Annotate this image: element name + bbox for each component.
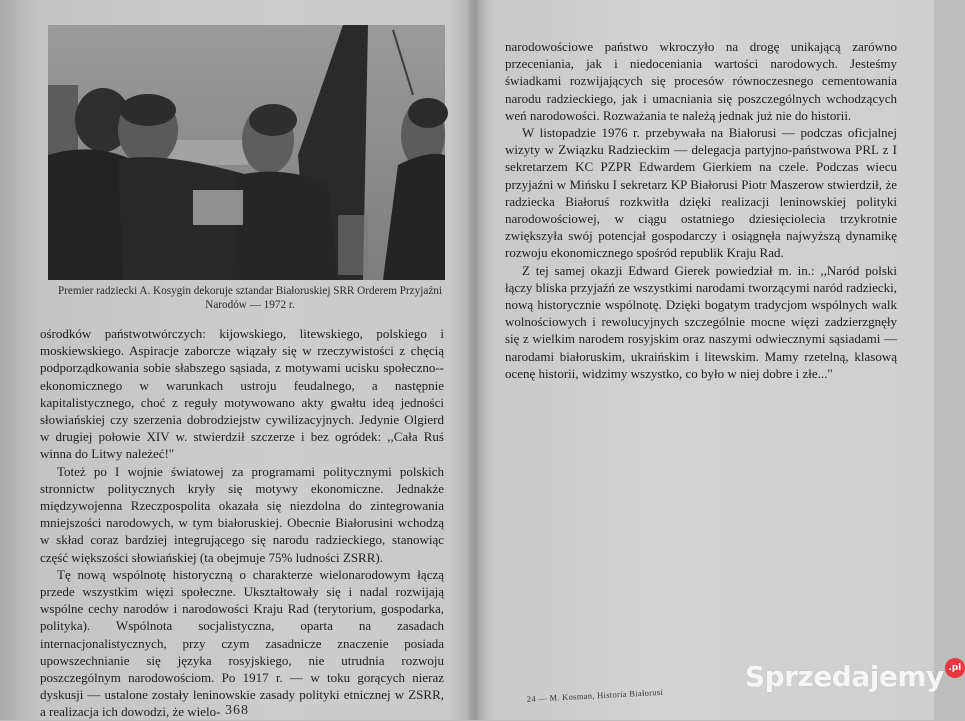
left-page-body (40, 325, 444, 721)
paragraph: W listopadzie 1976 r. przebywała na Białorusi — podczas oficjalnej wizyty w Związku Radzieckim — delegacja partyjno-państwowa PRL z I sekretarzem KC PZPR Edwardem Gierkiem na czele. Podczas wiecu przyjaźni w Mińsku I sekretarz KP Białorusi Piotr Maszerow stwierdził, że radziecka Białoruś rozkwitła dzięki realizacji leninowskiej polityki narodowościowej, w ciągu ostatniego dziesięciolecia trzykrotnie zwiększyła swój potencjał gospodarczy i osiągnęła najwyższą dynamikę rozwoju ekonomicznego spośród republik Kraju Rad. (505, 125, 897, 261)
photo-image-icon (48, 25, 445, 280)
printer-signature: 24 — M. Kosman, Historia Białorusi (526, 686, 664, 704)
paragraph: ośrodków państwotwórczych: kijowskiego, litewskiego, polskiego i moskiewskiego. Aspiracje zaborcze wiązały się w rzeczywistości z chęcią podporządkowania sobie słabszego sąsiada, z motywami ucisku społeczno--ekonomicznego w warunkach ustroju feudalnego, a następnie kapitalistycznego, choć z reguły motywowano akty gwałtu ideą jedności słowiańskiej czy szerzenia dobrodziejstw cywilizacyjnych. Jedynie Olgierd w drugiej połowie XIV w. stwierdził szczerze i bez ogródek: ,,Cała Ruś winna do Litwy należeć!" (40, 326, 444, 462)
watermark-text: Sprzedajemy (745, 660, 944, 693)
paragraph: narodowościowe państwo wkroczyło na drogę unikającą zarówno przeceniania, jak i niedoceniania wartości narodowych. Jesteśmy świadkami rozwijających się procesów równoczesnego cementowania narodu radzieckiego, jak i umacniania się poszczególnych wchodzących weń narodowości. Rozważania te należą jednak już nie do historii. (505, 39, 897, 123)
right-page-body (505, 38, 897, 382)
paragraph: Toteż po I wojnie światowej za programami politycznymi polskich stronnictw politycznych kryły się motywy ekonomiczne. Jednakże międzywojenna Rzeczpospolita okazała się niezdolna do zintegrowania mniejszości narodowych, w tym białoruskiej. Obecnie Białorusini wchodzą w skład coraz bardziej integrującego się narodu radzieckiego, stanowiąc część większości słowiańskiej (ta obejmuje 75% ludności ZSRR). (40, 463, 444, 565)
photo-caption: Premier radziecki A. Kosygin dekoruje sztandar Białoruskiej SRR Orderem Przyjaźni Narodów — 1972 r. (57, 285, 442, 311)
paragraph: Tę nową wspólnotę historyczną o charakterze wielonarodowym łączą przede wszystkim więzi społeczne. Ukształtowały się i nadal rozwijają wspólne cechy narodów i narodowości Kraju Rad (terytorium, gospodarka, polityka). Wspólnota socjalistyczna, oparta na zasadach internacjonalistycznych, przy czym zasadnicze znaczenie posiada upowszechnianie się języka rosyjskiego, nie utrudnia rozwoju poszczególnym narodowościom. Po 1917 r. — w toku gorących nieraz dyskusji — ustalone zostały leninowskie zasady polityki etnicznej w ZSRR, a realizacja ich dowodzi, że wielo- (40, 566, 444, 720)
watermark-badge-icon: .pl (945, 658, 965, 678)
watermark-logo (745, 660, 965, 693)
page-number: 368 (225, 703, 249, 718)
historical-photo (48, 25, 445, 280)
left-page (0, 0, 470, 720)
book-gutter (466, 0, 488, 720)
paragraph: Z tej samej okazji Edward Gierek powiedział m. in.: ,,Naród polski łączy bliska przyjaźń ze wszystkimi narodami tworzącymi naród radziecki, nową historycznie wspólnotę. Dzięki bogatym tradycjom wspólnych walk wolnościowych i rewolucyjnych szczególnie mocne więzi zadzierzgnęły się z wielkim narodem rosyjskim oraz naszymi odwiecznymi sąsiadami — narodami białoruskim, ukraińskim i litewskim. Mamy rzetelną, klasową ocenę historii, widzimy wszystko, co było w niej dobre i złe..." (505, 262, 897, 381)
